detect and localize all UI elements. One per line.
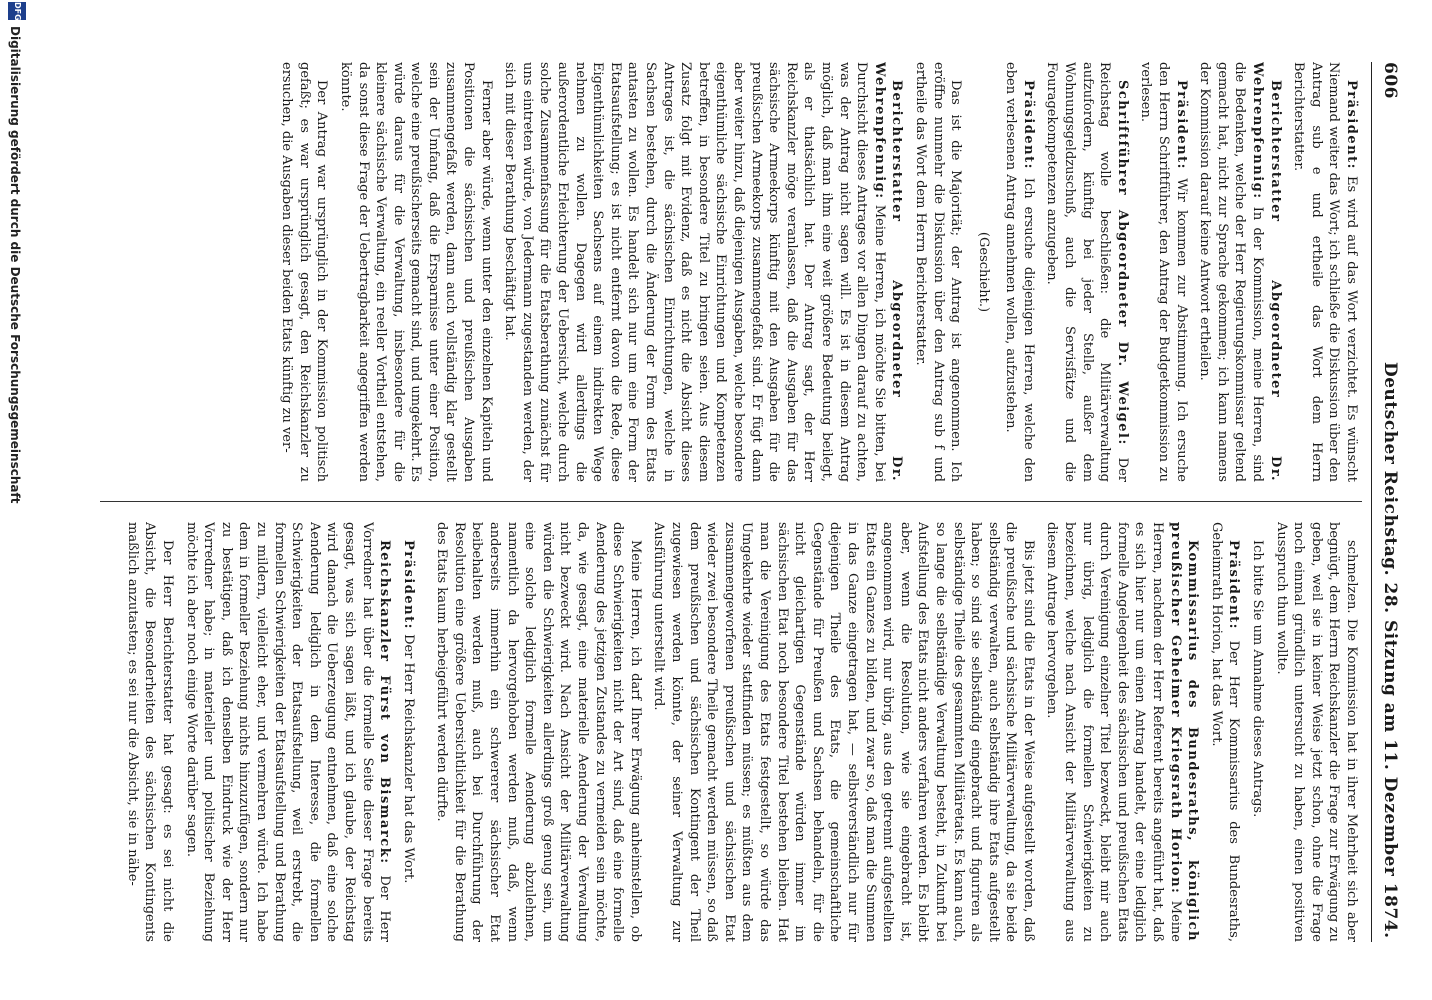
column-divider — [100, 501, 1362, 502]
paragraph-text: schmelzen. Die Kommission hat in ihrer Mehrheit sich aber begnügt, dem Herrn Reichskanzler die Frage zur Erwägung zu geben, weil sie in keiner Weise jetzt schon, ohne die Frage noch einmal gründlich untersucht zu haben, einen positiven Ausspruch thun wollte. — [1273, 522, 1359, 942]
paragraph — [1043, 62, 1131, 482]
paragraph-text: Meine Herren, ich darf Ihrer Erwägung anheimstellen, ob diese Schwierigkeiten nicht der Art sind, daß eine formelle Aenderung des jetzigen Zustandes zu vermeiden sein möchte, da, wie gesagt, eine materielle Aenderung der Verwaltung nicht bezweckt wird. Nach Ansicht der Militärverwaltung würden die Schwierigkeiten allerdings groß genug sein, um eine solche lediglich formelle Aenderung abzulehnen, namentlich da hervorgehoben werden muß, daß, wenn anderseits immerhin ein schwererer sächsischer Etat beibehalten werden muß, auch bei Durchführung der Resolution eine größere Uebersichtlichkeit für die Berathung des Etats kaum herbeigeführt werden dürfte. — [434, 522, 643, 942]
paragraph — [336, 62, 494, 482]
paragraph-text: Ferner aber würde, wenn unter den einzelnen Kapiteln und Positionen die sächsischen und preußischen Ausgaben zusammengefaßt werden, dann auch vollständig klar gestellt sein der Umfang, daß die Ersparnisse unter einer Position, welche eine preußischerseits gemacht sind, und umgekehrt. Es würde daraus für die Verwaltung, insbesondere für die kleinere sächsische Verwaltung, ein reeller Vortheil entstehen, da sonst diese Frage der Uebertragbarkeit angegriffen werden könnte. — [337, 62, 494, 482]
page-header — [1371, 62, 1406, 942]
speaker-name: Präsident: — [1173, 80, 1189, 170]
paragraph — [501, 62, 906, 482]
paragraph-text: Bis jetzt sind die Etats in der Weise aufgestellt worden, daß die preußische und sächsische Militärverwaltung, da sie beide selbständig verwalten, auch selbständig ihre Etats aufgestellt haben; so sind sie selbständig eingebracht und figuriren als selbständige Theile des gesammten Militäretats. Es kann auch, so lange die selbständige Verwaltung besteht, in Zukunft bei Aufstellung des Etats nicht anders verfahren werden. Es bleibt aber, wenn die Resolution, wie sie eingebracht ist, angenommen wird, nur übrig, aus den getrennt aufgestellten Etats ein Ganzes zu bilden, und zwar so, daß man die Summen in das Ganze eingetragen hat, — selbstverständlich nur für diejenigen Theile des Etats, die gemeinschaftliche Gegenstände für Preußen und Sachsen behandeln, für die nicht gleichartigen Gegenstände würden immer im sächsischen Etat noch besondere Titel bestehen bleiben. Hat man die Vereinigung des Etats festgestellt, so würde das Umgekehrte wieder stattfinden müssen; es müßten aus dem zusammengeworfenen preußischen und sächsischen Etat wieder zwei besondere Theile gemacht werden müssen, so daß dem preußischen und sächsischen Kontingent der Theil zugewiesen werden könnte, der seiner Verwaltung zur Ausführung unterstellt wird. — [651, 522, 1036, 942]
paragraph — [1207, 522, 1242, 942]
paragraph — [1196, 62, 1284, 482]
paragraph-text: Der Herr Kommissarius des Bundesraths, Geheimrath Horion, hat das Wort. — [1208, 522, 1242, 942]
speaker-name: Präsident: — [1020, 80, 1036, 170]
paragraph — [974, 62, 992, 482]
paragraph — [1002, 62, 1037, 482]
speaker-name: Präsident: — [1344, 80, 1359, 170]
digitization-note: Digitalisierung gefördert durch die Deutsche Forschungsgemeinschaft — [8, 26, 22, 504]
paragraph-text: Das ist die Majorität; der Antrag ist angenommen. Ich eröffne nunmehr die Diskussion über den Antrag sub f und ertheile das Wort dem Herrn Berichterstatter. — [912, 62, 964, 482]
paragraph — [1248, 522, 1266, 942]
paragraph — [1272, 522, 1360, 942]
paragraph-text: Der Herr Berichterstatter hat gesagt: es sei nicht die Absicht, die Besonderheiten des sächsischen Kontingents maßlich anzutasten; es sei nur die Absicht, sie in nähe- — [124, 522, 175, 942]
paragraph-text: Ich ersuche diejenigen Herren, welche den eben verlesenen Antrag annehmen wollen, aufzustehen. — [1003, 62, 1036, 482]
paragraph-text: (Geschieht.) — [975, 231, 991, 313]
running-title: Deutscher Reichstag. 28. Sitzung am 11. Dezember 1874. — [1380, 362, 1400, 939]
speaker-name: Reichskanzler Fürst von Bismarck: — [377, 540, 393, 865]
speaker-name: Präsident: — [400, 540, 416, 630]
paragraph-text: In der Kommission, meine Herren, sind die Bedenken, welche der Herr Regierungskommissar geltend gemacht hat, nicht zur Sprache gekommen; ich kann namens der Kommission darauf keine Antwort ertheilen. — [1197, 62, 1266, 482]
paragraph-text: Ich bitte Sie um Annahme dieses Antrags. — [1250, 540, 1266, 818]
dfg-logo: DFG — [8, 2, 26, 20]
paragraph-text: Der Reichstag wolle beschließen: die Militärverwaltung aufzufordern, künftig bei jeder Stelle, außer dem Wohnungsgeldzuschuß, auch die Servisfätze und die Fouragekompetenzen anzugeben. — [1044, 62, 1130, 482]
paragraph — [1137, 62, 1190, 482]
paragraph-text: Der Antrag war ursprünglich in der Kommission politisch gefaßt; es war ursprünglich gesagt, den Reichskanzler zu ersuchen, die Ausgaben dieser beiden Etats künftig zu ver- — [279, 62, 330, 482]
paragraph-text: Meine Herren, nachdem der Herr Referent bereits angeführt hat, daß es sich hier nur um einen Antrag handelt, der eine lediglich formelle Angelegenheit des sächsischen und preußischen Etats durch Vereinigung einzelner Titel bezweckt, bleibt mir auch nur übrig, lediglich die formellen Schwierigkeiten zu bezeichnen, welche nach Ansicht der Militärverwaltung aus diesem Antrage hervorgehen. — [1044, 522, 1183, 942]
speaker-name: Berichterstatter Abgeordneter Dr. Wehrenpfennig: — [871, 62, 905, 482]
paragraph-text: Es wird auf das Wort verzichtet. Es wünscht Niemand weiter das Wort; ich schließe die Diskussion über den Antrag sub e und ertheile das Wort dem Herrn Berichterstatter. — [1291, 62, 1359, 482]
paragraph — [433, 522, 644, 942]
left-text-column — [102, 62, 1360, 482]
speaker-name: Kommissarius des Bundesraths, königlich preußischer Geheimer Kriegsrath Horion: — [1167, 522, 1201, 942]
page-number: 606 — [1380, 62, 1400, 99]
paragraph — [399, 522, 417, 942]
paragraph-text: Wir kommen zur Abstimmung. Ich ersuche den Herrn Schriftführer, den Antrag der Budgetkommission zu verlesen. — [1138, 62, 1189, 482]
paragraph — [650, 522, 1037, 942]
speaker-name: Berichterstatter Abgeordneter Dr. Wehrenpfennig: — [1250, 62, 1283, 482]
paragraph-text: Meine Herren, ich möchte Sie bitten, bei Durchsicht dieses Antrages vor allen Dingen darauf zu achten, was der Antrag nicht sagen will. Es ist in diesem Antrag möglich, daß man ihm eine weit größere Bedeutung beilegt, als er thatsächlich hat. Der Antrag sagt, der Herr Reichskanzler möge veranlassen, daß die Ausgaben für das sächsische Armeekorps künftig mit den Ausgaben für die preußischen Armeekorps zusammengefaßt sind. Er fügt dann aber weiter hinzu, daß diejenigen Ausgaben, welche besondere eigenthümliche sächsische Einrichtungen und Kompetenzen betreffen, in besondere Titel zu bringen seien. Aus diesem Zusatz folgt mit Evidenz, daß es nicht die Absicht dieses Antrages ist, die sächsischen Einrichtungen, welche in Sachsen bestehen, durch die Änderung der Form des Etats antasten zu wollen. Es handelt sich nur um eine Form der Etatsaufstellung; es ist nicht entfernt davon die Rede, diese Eigenthümlichkeiten Sachsens auf einem indirekten Wege nehmen zu wollen. Dagegen wird allerdings die außerordentliche Erleichterung der Uebersicht, welche durch solche Zusammenfassung für die Etatsberathung zunächst für uns eintreten würde, von Jedermann zugestanden werden, der sich mit dieser Berathung beschäftigt hat. — [502, 62, 887, 482]
paragraph — [1290, 62, 1360, 482]
paragraph — [278, 62, 331, 482]
paragraph — [182, 522, 393, 942]
right-text-column — [102, 522, 1360, 942]
speaker-name: Präsident: — [1226, 540, 1242, 630]
paragraph-text: Der Herr Vorredner hat über die formelle Seite dieser Frage bereits gesagt, was sich sagen läßt, und ich glaube, der Reichstag wird danach die Ueberzeugung entnehmen, daß eine solche Aenderung lediglich in dem Interesse, die formellen Schwierigkeiten der Etatsaufstellung, weil erstrebt, die formellen Schwierigkeiten der Etatsaufstellung und Berathung zu mildern, vielleicht eher, und vermehren würde. Ich habe dem in formeller Beziehung nichts hinzuzufügen, sondern nur zu bestätigen, daß ich denselben Eindruck wie der Herr Vorredner habe; in materieller und politischer Beziehung möchte ich aber noch einige Worte darüber sagen. — [183, 522, 393, 942]
document-page — [94, 62, 1406, 942]
speaker-name: Schriftführer Abgeordneter Dr. Weigel: — [1114, 80, 1130, 446]
paragraph — [1043, 522, 1201, 942]
paragraph — [911, 62, 964, 482]
paragraph — [123, 522, 176, 942]
paragraph-text: Der Herr Reichskanzler hat das Wort. — [400, 634, 416, 884]
